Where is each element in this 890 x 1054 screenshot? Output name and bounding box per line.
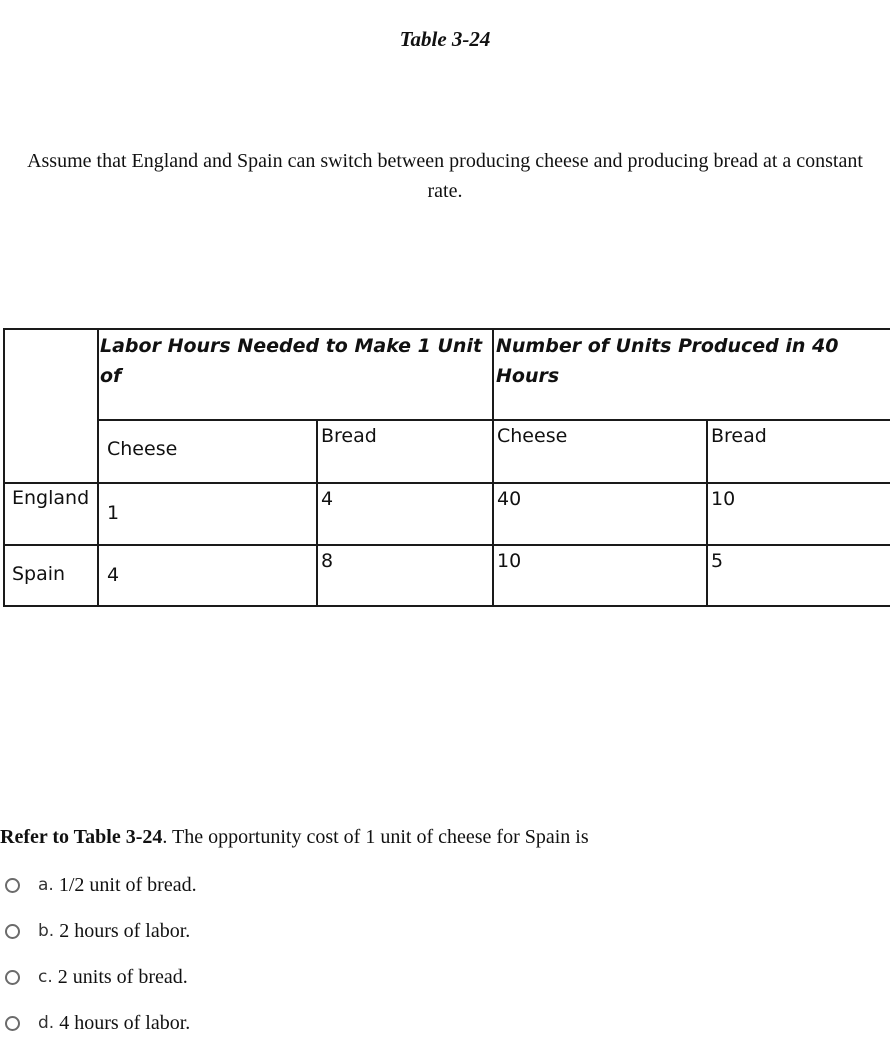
table-cell: 4 [321, 488, 334, 510]
radio-button-icon[interactable] [5, 1016, 20, 1031]
option-c[interactable] [5, 964, 188, 990]
radio-button-icon[interactable] [5, 924, 20, 939]
table-cell: 10 [497, 550, 522, 572]
option-letter: c. [38, 967, 53, 987]
table-cell: 10 [711, 488, 736, 510]
sub-header-labor-bread: Bread [321, 425, 377, 447]
sub-header-labor-cheese: Cheese [107, 438, 178, 460]
question-prompt [0, 826, 890, 849]
option-d[interactable] [5, 1010, 190, 1036]
option-text: 2 units of bread. [57, 965, 188, 988]
intro-text: Assume that England and Spain can switch between producing cheese and producing bread at a constant rate. [27, 150, 863, 202]
option-b[interactable] [5, 918, 190, 944]
option-text: 1/2 unit of bread. [58, 873, 197, 896]
option-text: 2 hours of labor. [59, 919, 191, 942]
question-text: . The opportunity cost of 1 unit of cheese for Spain is [162, 826, 589, 848]
table-cell: 8 [321, 550, 334, 572]
radio-button-icon[interactable] [5, 970, 20, 985]
table-cell: 1 [107, 502, 120, 524]
data-table [3, 328, 890, 607]
radio-button-icon[interactable] [5, 878, 20, 893]
table-title: Table 3-24 [399, 27, 491, 51]
option-text: 4 hours of labor. [59, 1011, 191, 1034]
question-reference: Refer to Table 3-24 [0, 826, 163, 848]
row-label-spain: Spain [12, 563, 66, 585]
option-letter: a. [38, 875, 54, 895]
row-label-england: England [12, 487, 90, 509]
option-a[interactable] [5, 872, 197, 898]
option-letter: b. [38, 921, 55, 941]
table-cell: 4 [107, 564, 120, 586]
group-header-units-produced: Number of Units Produced in 40 Hours [496, 335, 839, 387]
option-letter: d. [38, 1013, 55, 1033]
table-cell: 40 [497, 488, 522, 510]
sub-header-units-cheese: Cheese [497, 425, 568, 447]
table-cell: 5 [711, 550, 724, 572]
group-header-labor-hours: Labor Hours Needed to Make 1 Unit of [100, 335, 483, 387]
sub-header-units-bread: Bread [711, 425, 767, 447]
